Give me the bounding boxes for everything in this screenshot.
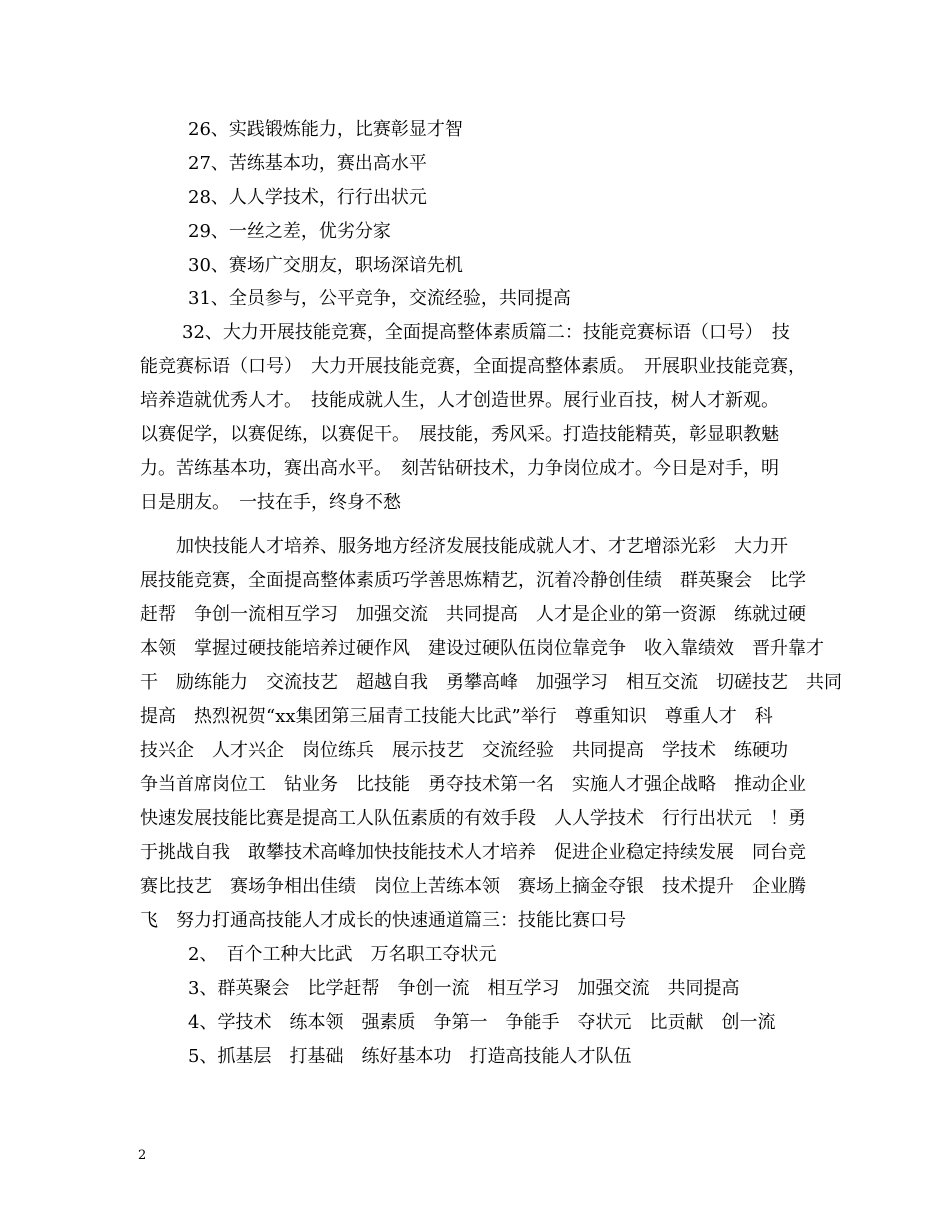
list-item: 27、苦练基本功，赛出高水平 (188, 153, 427, 174)
paragraph-line: 力。苦练基本功，赛出高水平。 刻苦钻研技术，力争岗位成才。今日是对手，明 (140, 458, 779, 479)
list-item: 26、实践锻炼能力，比赛彰显才智 (188, 119, 463, 140)
paragraph-line: 干 励练能力 交流技艺 超越自我 勇攀高峰 加强学习 相互交流 切磋技艺 共同 (140, 672, 842, 693)
paragraph-line: 赶帮 争创一流相互学习 加强交流 共同提高 人才是企业的第一资源 练就过硬 (140, 604, 806, 625)
paragraph-line: 展技能竞赛，全面提高整体素质巧学善思炼精艺，沉着冷静创佳绩 群英聚会 比学 (140, 570, 806, 591)
list-item: 5、抓基层 打基础 练好基本功 打造高技能人才队伍 (188, 1046, 632, 1067)
page-number: 2 (138, 1148, 147, 1163)
paragraph-line: 争当首席岗位工 钻业务 比技能 勇夺技术第一名 实施人才强企战略 推动企业 (140, 774, 806, 795)
paragraph-line: 日是朋友。 一技在手，终身不愁 (140, 492, 401, 513)
paragraph-line: 于挑战自我 敢攀技术高峰加快技能技术人才培养 促进企业稳定持续发展 同台竞 (140, 842, 806, 863)
list-item: 29、一丝之差，优劣分家 (188, 221, 391, 242)
list-item: 4、学技术 练本领 强素质 争第一 争能手 夺状元 比贡献 创一流 (188, 1012, 776, 1033)
paragraph-line: 加快技能人才培养、服务地方经济发展技能成就人才、才艺增添光彩 大力开 (176, 536, 788, 557)
list-item: 28、人人学技术，行行出状元 (188, 187, 427, 208)
paragraph-line: 32、大力开展技能竞赛，全面提高整体素质篇二：技能竞赛标语（口号） 技 (182, 322, 790, 343)
paragraph-line: 培养造就优秀人才。 技能成就人生，人才创造世界。展行业百技，树人才新观。 (140, 390, 779, 411)
paragraph-line: 飞 努力打通高技能人才成长的快速通道篇三：技能比赛口号 (140, 910, 626, 931)
list-item: 30、赛场广交朋友，职场深谙先机 (188, 255, 463, 276)
list-item: 3、群英聚会 比学赶帮 争创一流 相互学习 加强交流 共同提高 (188, 978, 740, 999)
paragraph-line: 技兴企 人才兴企 岗位练兵 展示技艺 交流经验 共同提高 学技术 练硬功 (140, 740, 788, 761)
paragraph-line: 赛比技艺 赛场争相出佳绩 岗位上苦练本领 赛场上摘金夺银 技术提升 企业腾 (140, 876, 806, 897)
paragraph-line: 快速发展技能比赛是提高工人队伍素质的有效手段 人人学技术 行行出状元 ！勇 (140, 808, 806, 829)
paragraph-line: 能竞赛标语（口号） 大力开展技能竞赛，全面提高整体素质。 开展职业技能竞赛， (140, 356, 806, 377)
list-item: 31、全员参与，公平竞争，交流经验，共同提高 (188, 288, 571, 309)
paragraph-line: 提高 热烈祝贺“xx集团第三届青工技能大比武”举行 尊重知识 尊重人才 科 (140, 706, 773, 727)
paragraph-line: 本领 掌握过硬技能培养过硬作风 建设过硬队伍岗位靠竞争 收入靠绩效 晋升靠才 (140, 638, 824, 659)
list-item: 2、 百个工种大比武 万名职工夺状元 (188, 944, 497, 965)
paragraph-line: 以赛促学，以赛促练，以赛促干。 展技能，秀风采。打造技能精英，彰显职教魅 (140, 424, 779, 445)
